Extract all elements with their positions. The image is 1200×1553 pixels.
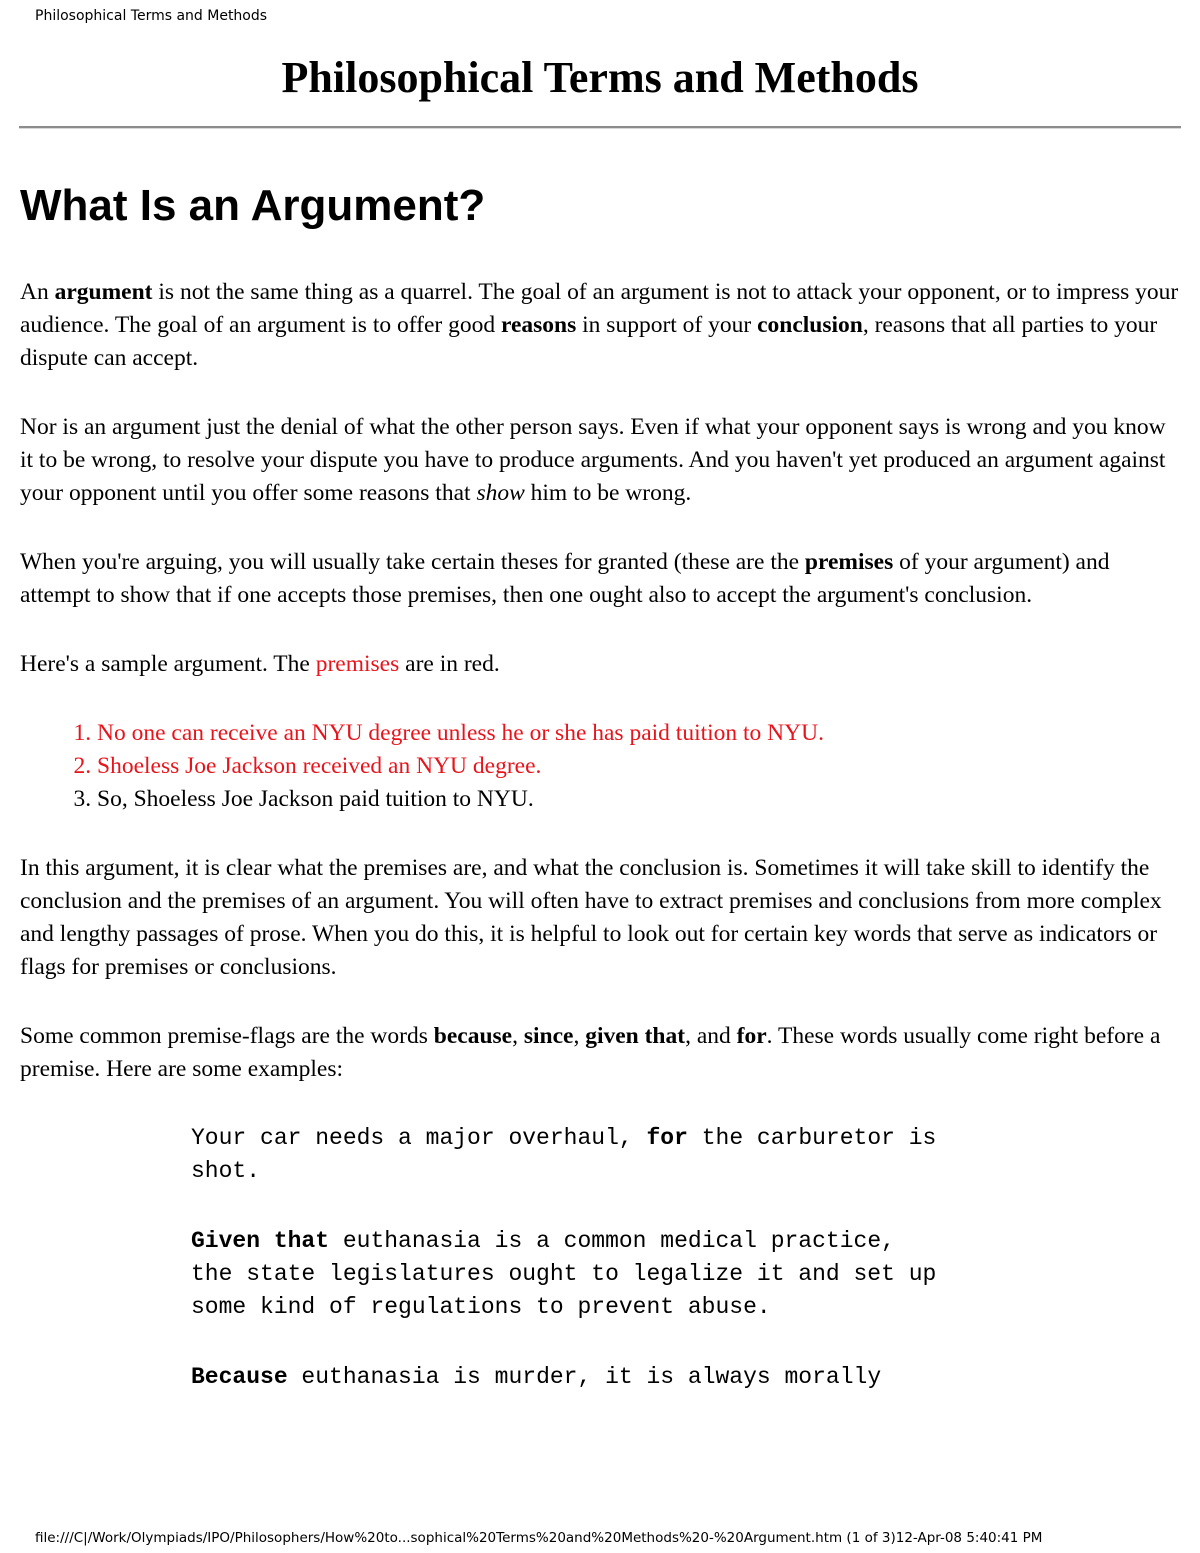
term-argument: argument — [54, 279, 153, 305]
paragraph-argument-definition — [20, 276, 1180, 375]
text-run: in support of your — [576, 312, 758, 338]
text-run: , reasons that all parties to your dispute can accept. — [20, 312, 1158, 371]
article-body — [20, 276, 1180, 1431]
flag-because: because — [433, 1023, 513, 1049]
flag-for: for — [736, 1023, 767, 1049]
running-header: Philosophical Terms and Methods — [35, 8, 268, 24]
text-run: , and — [685, 1023, 737, 1049]
flag-since: since — [523, 1023, 574, 1049]
term-premises: premises — [804, 549, 894, 575]
example-because — [191, 1361, 1180, 1394]
flag-given-that: given that — [585, 1023, 686, 1049]
flag-given-that-example: Given that — [191, 1228, 330, 1254]
emphasis-show: show — [476, 480, 525, 506]
text-run: the carburetor is shot. — [191, 1125, 937, 1184]
text-run: Here's a sample argument. The — [20, 651, 316, 677]
flag-for-example: for — [646, 1125, 688, 1151]
list-item-premise-1: 1. No one can receive an NYU degree unless he or she has paid tuition to NYU. — [97, 717, 1180, 750]
term-reasons: reasons — [500, 312, 577, 338]
list-item-conclusion: 3. So, Shoeless Joe Jackson paid tuition to NYU. — [97, 783, 1180, 816]
text-run: euthanasia is murder, it is always morally — [287, 1364, 882, 1390]
sample-argument-list — [20, 717, 1180, 816]
running-footer: file:///C|/Work/Olympiads/IPO/Philosophers/How%20to...sophical%20Terms%20and%20Methods%20-%20Argument.htm (1 of 3)12-Apr-08 5:40:41 PM — [35, 1530, 1043, 1546]
paragraph-premise-flags — [20, 1020, 1180, 1086]
horizontal-rule — [19, 126, 1181, 129]
paragraph-sample-intro — [20, 648, 1180, 681]
text-run: Your car needs a major overhaul, — [191, 1125, 647, 1151]
page-title: Philosophical Terms and Methods — [281, 53, 919, 102]
list-item-premise-2: 2. Shoeless Joe Jackson received an NYU degree. — [97, 750, 1180, 783]
text-run: When you're arguing, you will usually take certain theses for granted (these are the — [20, 549, 805, 575]
paragraph-not-denial — [20, 411, 1180, 510]
term-conclusion: conclusion — [757, 312, 863, 338]
flag-because-example: Because — [191, 1364, 288, 1390]
example-for — [191, 1122, 1180, 1188]
paragraph-premises — [20, 546, 1180, 612]
paragraph-identify-premises — [20, 852, 1180, 984]
text-run: Some common premise-flags are the words — [20, 1023, 434, 1049]
text-run: , — [573, 1023, 586, 1049]
example-given-that — [191, 1225, 1180, 1324]
section-heading: What Is an Argument? — [20, 181, 486, 230]
text-run: of your argument) and attempt to show that if one accepts those premises, then one ought also to accept the argument's conclusion. — [20, 549, 1110, 608]
text-run: In this argument, it is clear what the premises are, and what the conclusion is. Sometimes it will take skill to identify the conclusion and the premises of an argument. You will often have to extract premises and conclusions from more complex and lengthy passages of prose. When you do this, it is helpful to look out for certain key words that serve as indicators or flags for premises or conclusions. — [20, 855, 1162, 980]
text-run: him to be wrong. — [524, 480, 692, 506]
text-run: , — [512, 1023, 524, 1049]
text-run: . These words usually come right before a premise. Here are some examples: — [20, 1023, 1161, 1082]
text-run: An — [20, 279, 55, 305]
premises-red-word: premises — [315, 651, 400, 677]
text-run: are in red. — [399, 651, 500, 677]
text-run: is not the same thing as a quarrel. The goal of an argument is not to attack your opponent, or to impress your audience. The goal of an argument is to offer good — [20, 279, 1179, 338]
text-run: euthanasia is a common medical practice, the state legislatures ought to legalize it and set up some kind of regulations to prevent abuse. — [191, 1228, 937, 1320]
text-run: Nor is an argument just the denial of what the other person says. Even if what your opponent says is wrong and you know it to be wrong, to resolve your dispute you have to produce arguments. And you haven't yet produced an argument against your opponent until you offer some reasons that — [20, 414, 1166, 506]
